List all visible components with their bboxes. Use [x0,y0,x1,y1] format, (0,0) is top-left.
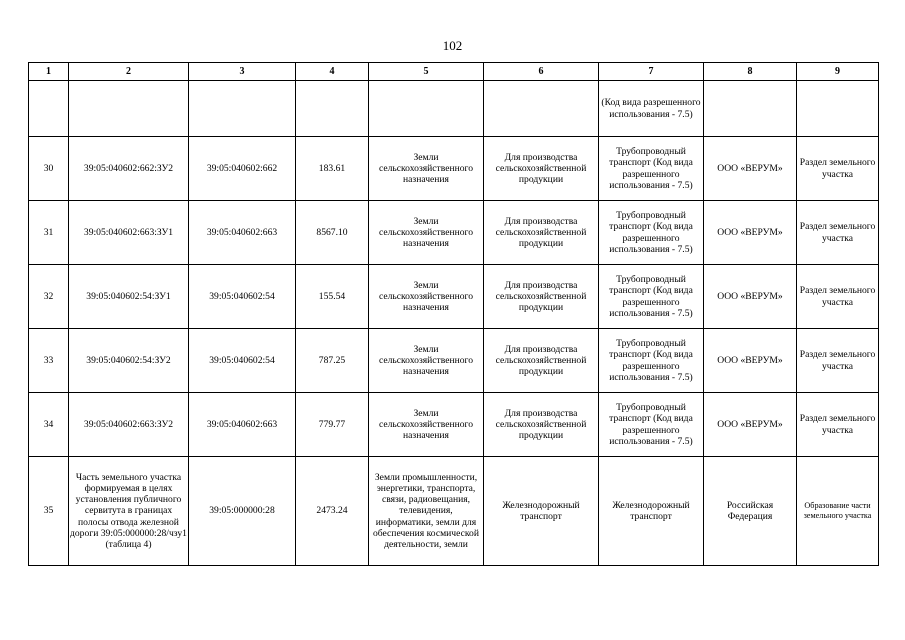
formation-method: Раздел земельного участка [797,137,879,201]
parent-plot-number: 39:05:000000:28 [189,457,296,566]
use-type-code: Трубопроводный транспорт (Код вида разрешенного использования - 7.5) [599,137,704,201]
continuation-cell [296,81,369,137]
land-category: Земли сельскохозяйственного назначения [369,329,484,393]
permitted-use: Для производства сельскохозяйственной продукции [484,265,599,329]
owner-name: ООО «ВЕРУМ» [704,329,797,393]
parent-plot-number: 39:05:040602:54 [189,329,296,393]
continuation-cell [797,81,879,137]
table-row [29,329,879,393]
continuation-cell [189,81,296,137]
header-cell-5: 5 [369,63,484,81]
owner-name: ООО «ВЕРУМ» [704,393,797,457]
land-category: Земли сельскохозяйственного назначения [369,393,484,457]
formation-method: Раздел земельного участка [797,201,879,265]
area-value: 2473.24 [296,457,369,566]
land-category: Земли сельскохозяйственного назначения [369,201,484,265]
page-number: 102 [442,38,463,53]
header-cell-9: 9 [797,63,879,81]
header-row [29,63,879,81]
cadastral-number: 39:05:040602:54:ЗУ1 [69,265,189,329]
row-number: 31 [29,201,69,265]
header-cell-2: 2 [69,63,189,81]
row-number: 30 [29,137,69,201]
row-number: 34 [29,393,69,457]
owner-name: ООО «ВЕРУМ» [704,201,797,265]
owner-name: Российская Федерация [704,457,797,566]
formation-method: Раздел земельного участка [797,393,879,457]
permitted-use: Для производства сельскохозяйственной продукции [484,329,599,393]
table-row [29,265,879,329]
owner-name: ООО «ВЕРУМ» [704,137,797,201]
permitted-use: Для производства сельскохозяйственной продукции [484,201,599,265]
land-category: Земли сельскохозяйственного назначения [369,137,484,201]
row-number: 33 [29,329,69,393]
cadastral-number: 39:05:040602:663:ЗУ1 [69,201,189,265]
parent-plot-number: 39:05:040602:663 [189,393,296,457]
land-category: Земли промышленности, энергетики, транспорта, связи, радиовещания, телевидения, информатики, земли для обеспечения космической деятельности, земли [369,457,484,566]
use-type-code: Трубопроводный транспорт (Код вида разрешенного использования - 7.5) [599,329,704,393]
use-type-code: Железнодорожный транспорт [599,457,704,566]
use-type-code: Трубопроводный транспорт (Код вида разрешенного использования - 7.5) [599,265,704,329]
table-row [29,457,879,566]
table-row [29,201,879,265]
table-row [29,137,879,201]
cadastral-number: 39:05:040602:54:ЗУ2 [69,329,189,393]
permitted-use: Для производства сельскохозяйственной продукции [484,137,599,201]
permitted-use: Для производства сельскохозяйственной продукции [484,393,599,457]
header-cell-1: 1 [29,63,69,81]
header-cell-3: 3 [189,63,296,81]
area-value: 183.61 [296,137,369,201]
use-type-code: Трубопроводный транспорт (Код вида разрешенного использования - 7.5) [599,201,704,265]
parent-plot-number: 39:05:040602:662 [189,137,296,201]
row-number: 35 [29,457,69,566]
table-row [29,393,879,457]
continuation-cell [69,81,189,137]
use-type-code: Трубопроводный транспорт (Код вида разрешенного использования - 7.5) [599,393,704,457]
continuation-row [29,81,879,137]
header-cell-6: 6 [484,63,599,81]
formation-method: Раздел земельного участка [797,329,879,393]
continuation-cell [484,81,599,137]
formation-method: Раздел земельного участка [797,265,879,329]
cadastral-number: 39:05:040602:663:ЗУ2 [69,393,189,457]
area-value: 155.54 [296,265,369,329]
owner-name: ООО «ВЕРУМ» [704,265,797,329]
parent-plot-number: 39:05:040602:54 [189,265,296,329]
area-value: 8567.10 [296,201,369,265]
continuation-cell [369,81,484,137]
parent-plot-number: 39:05:040602:663 [189,201,296,265]
header-cell-8: 8 [704,63,797,81]
continuation-vri-cell: (Код вида разрешенного использования - 7.5) [599,81,704,137]
row-number: 32 [29,265,69,329]
cadastral-number: 39:05:040602:662:ЗУ2 [69,137,189,201]
land-plot-table [28,62,879,566]
area-value: 779.77 [296,393,369,457]
cadastral-number: Часть земельного участка формируемая в целях установления публичного сервитута в границах полосы отвода железной дороги 39:05:000000:28/чзу1 (таблица 4) [69,457,189,566]
header-cell-4: 4 [296,63,369,81]
header-cell-7: 7 [599,63,704,81]
land-category: Земли сельскохозяйственного назначения [369,265,484,329]
area-value: 787.25 [296,329,369,393]
permitted-use: Железнодорожный транспорт [484,457,599,566]
formation-method: Образование части земельного участка [797,457,879,566]
continuation-cell [704,81,797,137]
continuation-cell [29,81,69,137]
